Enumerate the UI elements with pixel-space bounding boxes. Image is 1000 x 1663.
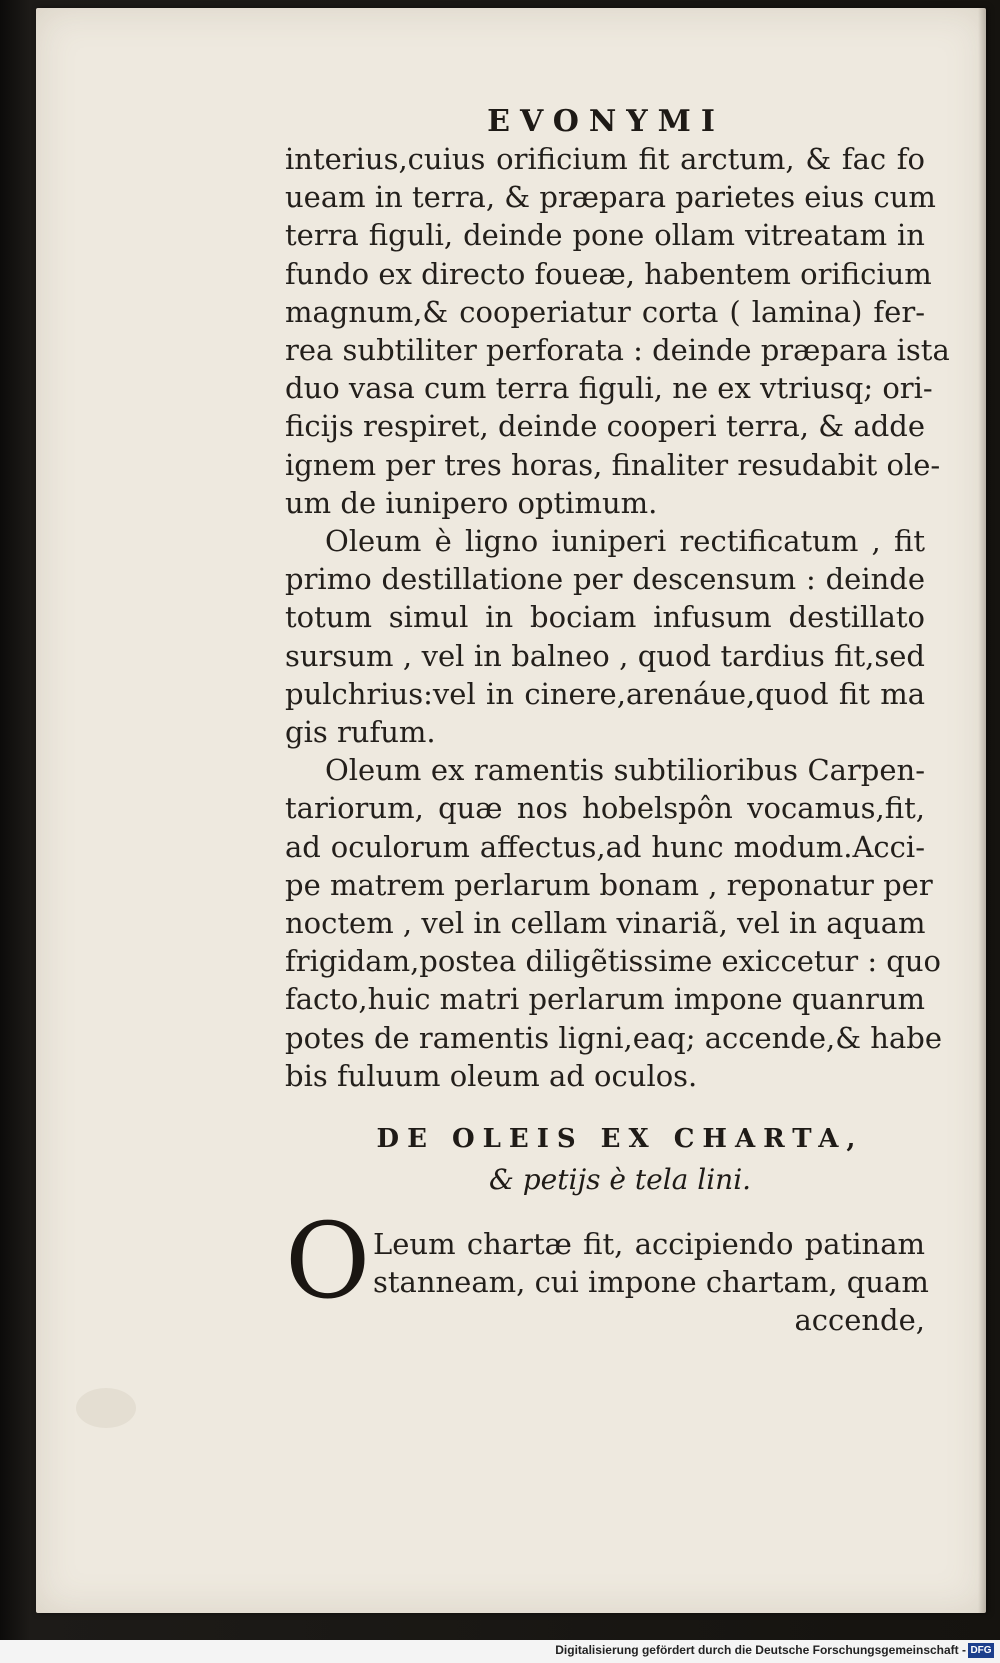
text-line: ignem per tres horas, finaliter resudabit ole- [285, 447, 941, 482]
section-heading: DE OLEIS EX CHARTA, [376, 1124, 864, 1154]
running-head: EVONYMI [487, 104, 725, 139]
text-line: terra figuli, deinde pone ollam vitreatam in [285, 218, 925, 253]
opening-paragraph [285, 1200, 929, 1340]
paper-stain [76, 1388, 136, 1428]
paragraph-1 [285, 140, 950, 522]
text-line: primo destillatione per descensum : deinde [285, 562, 925, 597]
text-line: ad oculorum affectus,ad hunc modum.Acci- [285, 829, 925, 864]
text-line: pe matrem perlarum bonam , reponatur per [285, 867, 933, 902]
paragraph-3 [285, 751, 942, 1095]
text-line: um de iunipero optimum. [285, 485, 658, 520]
text-line: fundo ex directo foueæ, habentem orificium [285, 256, 932, 291]
text-line: duo vasa cum terra figuli, ne ex vtriusq; ori- [285, 371, 933, 406]
text-line: stanneam, cui impone chartam, quam [373, 1265, 929, 1300]
text-line: gis rufum. [285, 715, 436, 750]
page-edge-shadow [978, 8, 986, 1613]
text-line: Oleum ex ramentis subtilioribus Carpen- [325, 753, 925, 788]
text-line: rea subtiliter perforata : deinde præpara ista [285, 333, 950, 368]
digitization-footer [0, 1640, 1000, 1663]
footer-credit: Digitalisierung gefördert durch die Deutsche Forschungsgemeinschaft - [555, 1643, 966, 1657]
dfg-logo-icon: DFG [968, 1643, 994, 1658]
text-line: bis fuluum oleum ad oculos. [285, 1058, 698, 1093]
text-line: ueam in terra, & præpara parietes eius cum [285, 180, 936, 215]
drop-cap: O [285, 1200, 371, 1322]
text-line: tariorum, quæ nos hobelspôn vocamus,fit, [285, 791, 925, 826]
body-text [285, 140, 950, 1095]
text-line: frigidam,postea diligẽtissime exiccetur : quo [285, 944, 942, 979]
text-line: noctem , vel in cellam vinariã, vel in aquam [285, 906, 926, 941]
text-line: Leum chartæ fit, accipiendo patinam [373, 1227, 925, 1261]
text-line: ficijs respiret, deinde cooperi terra, & adde [285, 409, 925, 444]
text-line: pulchrius:vel in cinere,arenáue,quod fit ma [285, 676, 925, 711]
paragraph-2 [285, 522, 925, 751]
section-subheading: & petijs è tela lini. [488, 1163, 752, 1196]
text-line: Oleum è ligno iuniperi rectificatum , fit [325, 524, 925, 559]
text-line: totum simul in bociam infusum destillato [285, 600, 925, 635]
text-line: potes de ramentis ligni,eaq; accende,& habe [285, 1020, 942, 1055]
text-line: magnum,& cooperiatur corta ( lamina) fer- [285, 294, 925, 329]
text-line: interius,cuius orificium fit arctum, & fac fo [285, 142, 925, 176]
catchword: accende, [794, 1303, 925, 1338]
text-line: facto,huic matri perlarum impone quanrum [285, 982, 925, 1017]
text-line: sursum , vel in balneo , quod tardius fit,sed [285, 638, 925, 673]
